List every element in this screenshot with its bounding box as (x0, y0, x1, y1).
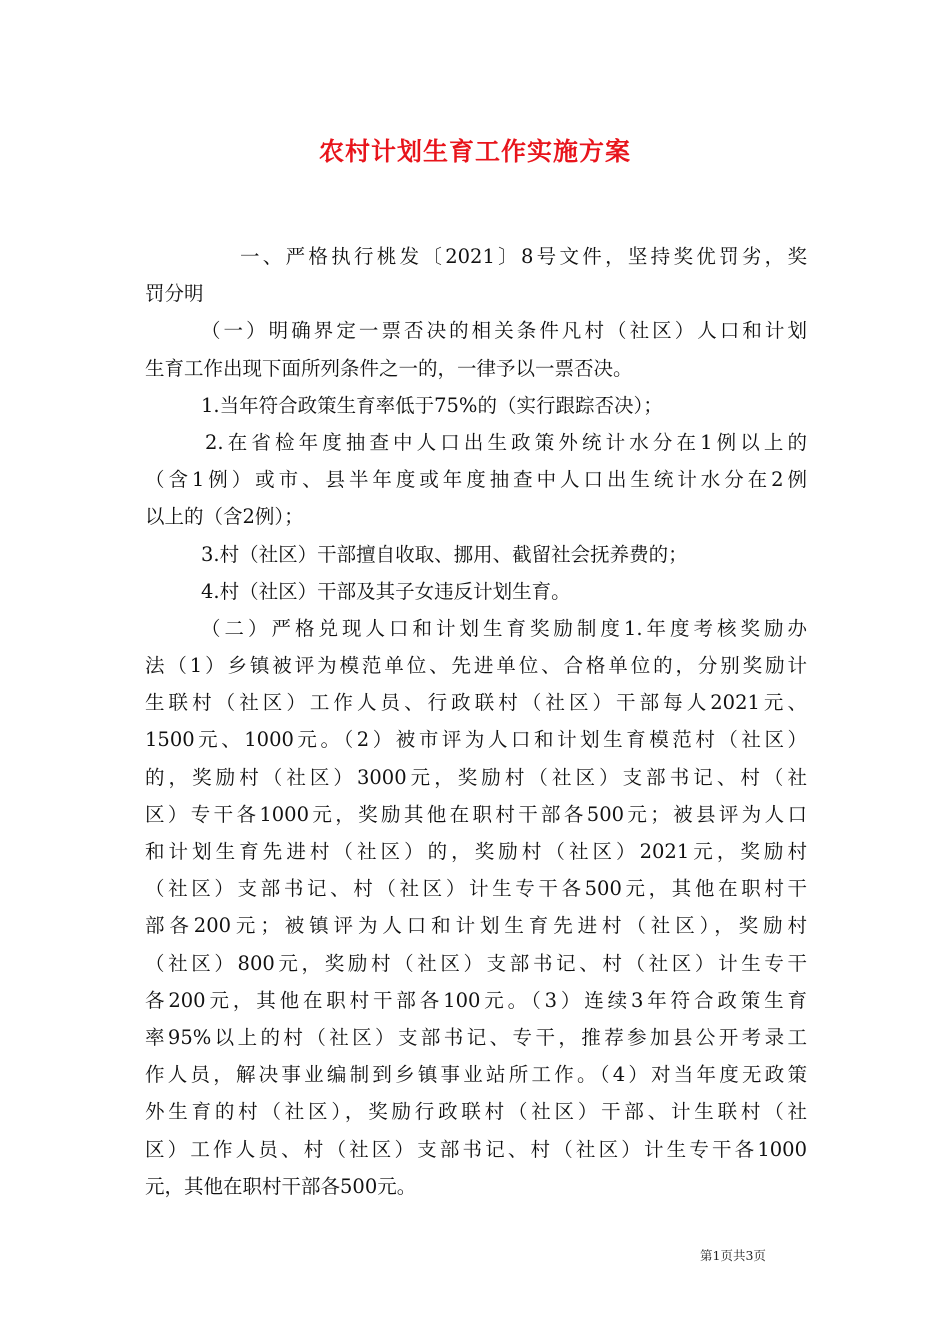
text-line: 一、严格执行桃发〔2021〕8号文件，坚持奖优罚劣，奖 (240, 245, 807, 268)
text-line: 率95%以上的村（社区）支部书记、专干，推荐参加县公开考录工 (145, 1025, 807, 1049)
text-line: 各200元，其他在职村干部各100元。（3）连续3年符合政策生育 (145, 988, 807, 1012)
text-line: 4.村（社区）干部及其子女违反计划生育。 (201, 579, 571, 603)
text-line: 和计划生育先进村（社区）的，奖励村（社区）2021元，奖励村 (145, 840, 807, 863)
list-item-4 (145, 573, 807, 610)
text-line: 生育工作出现下面所列条件之一的，一律予以一票否决。 (145, 356, 633, 380)
text-line: 元，其他在职村干部各500元。 (145, 1174, 417, 1198)
text-line: 1500元、1000元。（2）被市评为人口和计划生育模范村（社区） (145, 728, 807, 752)
text-line: 生联村（社区）工作人员、行政联村（社区）干部每人2021元、 (145, 691, 807, 715)
text-line: 3.村（社区）干部擅自收取、挪用、截留社会抚养费的； (201, 542, 688, 566)
document-body (145, 238, 807, 1205)
text-line: 以上的（含2例）； (145, 505, 304, 529)
text-line: 区）专干各1000元，奖励其他在职村干部各500元；被县评为人口 (145, 802, 807, 826)
text-line: （一）明确界定一票否决的相关条件凡村（社区）人口和计划 (201, 319, 807, 343)
text-line: 外生育的村（社区），奖励行政联村（社区）干部、计生联村（社 (145, 1100, 807, 1124)
text-line: 部各200元；被镇评为人口和计划生育先进村（社区），奖励村 (145, 914, 807, 938)
text-line: 法（1）乡镇被评为模范单位、先进单位、合格单位的，分别奖励计 (145, 654, 807, 678)
text-line: 罚分明 (145, 282, 204, 306)
text-line: 作人员，解决事业编制到乡镇事业站所工作。（4）对当年度无政策 (145, 1063, 807, 1087)
subsection-two-reward-system (145, 610, 807, 1205)
text-line: 的，奖励村（社区）3000元，奖励村（社区）支部书记、村（社 (145, 765, 807, 789)
list-item-3 (145, 536, 807, 573)
list-item-1 (145, 387, 807, 424)
section-heading-1 (145, 238, 807, 312)
document-title: 农村计划生育工作实施方案 (318, 137, 631, 166)
list-item-2 (145, 424, 807, 536)
page-number: 第1页共3页 (700, 1248, 766, 1263)
subsection-one-veto-conditions (145, 312, 807, 386)
text-line: （社区）支部书记、村（社区）计生专干各500元，其他在职村干 (145, 877, 807, 901)
text-line: （二）严格兑现人口和计划生育奖励制度1.年度考核奖励办 (201, 616, 807, 640)
text-line: （含1例）或市、县半年度或年度抽查中人口出生统计水分在2例 (145, 468, 807, 492)
text-line: 区）工作人员、村（社区）支部书记、村（社区）计生专干各1000 (145, 1137, 807, 1161)
text-line: 2.在省检年度抽查中人口出生政策外统计水分在1例以上的 (205, 430, 807, 454)
text-line: 1.当年符合政策生育率低于75%的（实行跟踪否决）； (201, 393, 663, 417)
text-line: （社区）800元，奖励村（社区）支部书记、村（社区）计生专干 (145, 951, 807, 975)
